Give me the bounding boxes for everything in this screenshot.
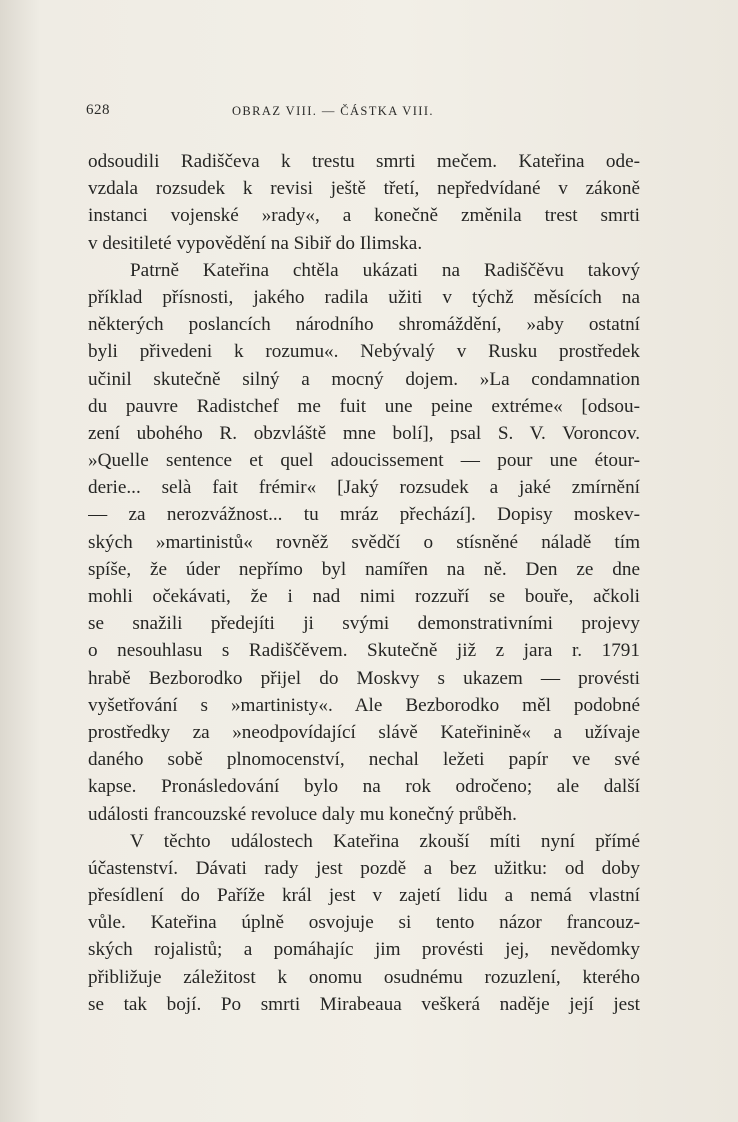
text-line: vůle. Kateřina úplně osvojuje si tento názor francouz- [88,912,640,934]
text-line: některých poslancích národního shromáždění, »aby ostatní [88,314,640,336]
body-text [88,148,640,1018]
text-line: se tak bojí. Po smrti Mirabeaua veškerá naděje její jest [88,993,640,1015]
text-line: zení ubohého R. obzvláště mne bolí], psal S. V. Voroncov. [88,422,640,444]
text-line: vzdala rozsudek k revisi ještě třetí, nepředvídané v zákoně [88,178,640,200]
running-head [86,102,656,124]
paragraph-end-line: události francouzské revoluce daly mu konečný průběh. [88,803,517,825]
paragraph-start-line: V těchto událostech Kateřina zkouší míti nyní přímé [130,830,640,852]
text-line: prostředky za »neodpovídající slávě Kateřinině« a užívaje [88,721,640,743]
text-line: instanci vojenské »rady«, a konečně změnila trest smrti [88,205,640,227]
text-line: kapse. Pronásledování bylo na rok odročeno; ale další [88,776,640,798]
text-line: učinil skutečně silný a mocný dojem. »La condamnation [88,368,640,390]
text-line: daného sobě plnomocenství, nechal ležeti papír ve své [88,749,640,771]
text-line: derie... selà fait frémir« [Jaký rozsudek a jaké zmírnění [88,477,640,499]
text-line: účastenství. Dávati rady jest pozdě a bez užitku: od doby [88,857,640,879]
running-head-title: OBRAZ VIII. — ČÁSTKA VIII. [232,104,434,118]
text-line: se snažili předejíti ji svými demonstrativními projevy [88,613,640,635]
page-number: 628 [86,102,110,118]
text-line: mohli očekávati, že i nad nimi rozzuří se bouře, ačkoli [88,586,640,607]
text-line: hrabě Bezborodko přijel do Moskvy s ukazem — provésti [88,667,640,689]
text-line: ských »martinistů« rovněž svědčí o stísněné náladě tím [88,531,640,553]
text-line: ských rojalistů; a pomáhajíc jim provésti jej, nevědomky [88,939,640,961]
text-line: — za nerozvážnost... tu mráz přechází]. Dopisy moskev- [88,504,640,526]
text-line: spíše, že úder nepřímo byl namířen na ně. Den ze dne [88,558,640,580]
text-line: příklad přísnosti, jakého radila užiti v týchž měsících na [88,286,640,308]
paragraph-start-line: Patrně Kateřina chtěla ukázati na Radiščěvu takový [130,259,640,281]
text-line: byli přivedeni k rozumu«. Nebývalý v Rusku prostředek [88,341,640,363]
text-line: vyšetřování s »martinisty«. Ale Bezborodko měl podobné [88,694,640,716]
paragraph-end-line: v desitileté vypovědění na Sibiř do Ilimska. [88,232,423,254]
text-line: o nesouhlasu s Radiščěvem. Skutečně již z jara r. 1791 [88,640,640,662]
text-line: přibližuje záležitost k onomu osudnému rozuzlení, kterého [88,966,640,988]
text-line: »Quelle sentence et quel adoucissement — pour une étour- [88,450,640,472]
text-line: du pauvre Radistchef me fuit une peine extréme« [odsou- [88,395,640,417]
text-line: přesídlení do Paříže král jest v zajetí lidu a nemá vlastní [88,885,640,907]
text-line: odsoudili Radiščeva k trestu smrti mečem. Kateřina ode- [88,151,640,172]
